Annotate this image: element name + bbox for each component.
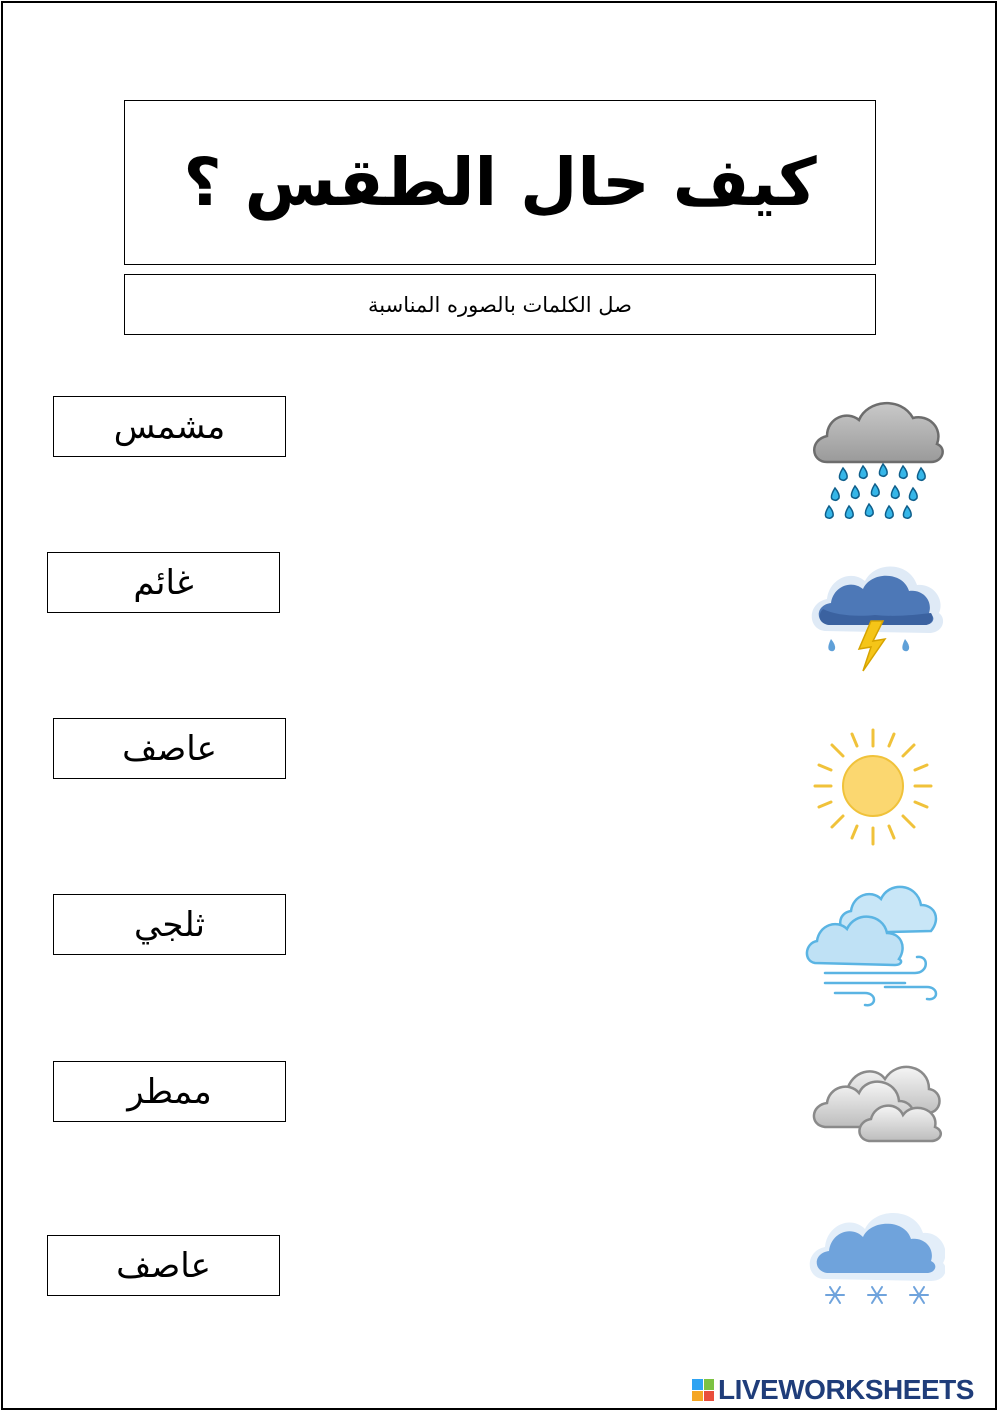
- word-box-cloudy[interactable]: [47, 552, 280, 613]
- word-label: غائم: [133, 562, 194, 603]
- page-title: كيف حال الطقس ؟: [183, 144, 817, 221]
- word-box-stormy[interactable]: [47, 1235, 280, 1296]
- liveworksheets-logo: [692, 1374, 974, 1406]
- cloudy-icon[interactable]: [805, 1045, 945, 1180]
- sun-icon[interactable]: [805, 720, 945, 855]
- snow-cloud-icon[interactable]: [805, 1195, 945, 1330]
- thunderstorm-icon[interactable]: [805, 557, 945, 692]
- windy-cloud-icon[interactable]: [805, 875, 945, 1010]
- instruction-text: صل الكلمات بالصوره المناسبة: [368, 292, 632, 317]
- logo-mark-icon: [692, 1379, 714, 1401]
- rain-cloud-icon[interactable]: [805, 392, 945, 527]
- word-box-rainy[interactable]: [53, 1061, 286, 1122]
- word-label: مشمس: [113, 406, 226, 447]
- word-box-snowy[interactable]: [53, 894, 286, 955]
- brand-name: LIVEWORKSHEETS: [718, 1374, 974, 1405]
- word-label: ثلجي: [133, 904, 205, 945]
- word-label: عاصف: [116, 1245, 211, 1286]
- word-box-sunny[interactable]: [53, 396, 286, 457]
- word-label: عاصف: [122, 728, 217, 769]
- word-label: ممطر: [127, 1071, 212, 1112]
- word-box-windy[interactable]: [53, 718, 286, 779]
- title-box: [124, 100, 876, 265]
- instruction-box: [124, 274, 876, 335]
